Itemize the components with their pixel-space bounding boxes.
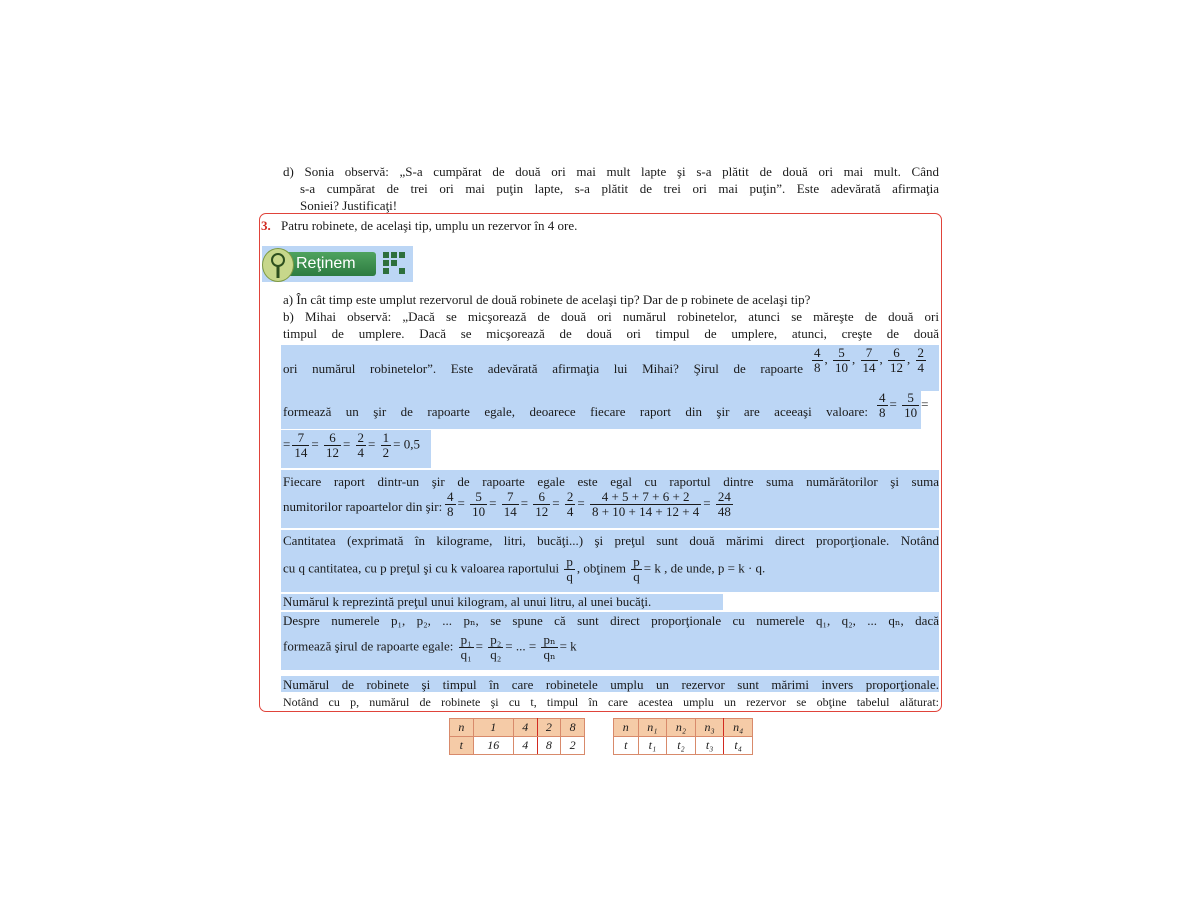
direct-prop-line4: Despre numerele p₁, p₂, ... pₙ, se spune că sunt direct proporţionale cu numerele q₁, q₂, ... qₙ, dacă <box>283 613 939 628</box>
decor-square <box>383 252 389 258</box>
table-cell: t <box>614 737 639 755</box>
ratio-fraction: $\frac{4}{8}$ <box>879 390 886 420</box>
ratio-fraction: $\frac{7}{14}$ <box>294 430 308 460</box>
item-d-line1: d) Sonia observă: „S-a cumpărat de două ori mai mult lapte şi s-a plătit de două ori mai mult. Când <box>283 164 939 179</box>
decor-square <box>391 252 397 258</box>
decor-square <box>383 260 389 266</box>
ratio-value: 0,5 <box>403 436 420 452</box>
table-cell: 8 <box>561 719 585 737</box>
ratio-fraction: $\frac{7}{14}$ <box>862 345 876 375</box>
table-row <box>450 719 585 737</box>
problem-statement: Patru robinete, de acelaşi tip, umplu un rezervor în 4 ore. <box>281 218 578 233</box>
decor-square <box>399 252 405 258</box>
result-fraction: $\frac{24}{48}$ <box>717 489 731 519</box>
item-a: a) În cât timp este umplut rezervorul de două robinete de acelaşi tip? Dar de p robinete de acelaşi tip? <box>283 292 811 307</box>
values-table-1 <box>449 718 585 755</box>
equal-ratios-start: $\frac{4}{8}$ = $\frac{5}{10}$ = <box>879 390 929 420</box>
table-cell: n <box>450 719 474 737</box>
ratio-fraction: $\frac{2}{4}$ <box>566 489 574 519</box>
ratio-fraction: $\frac{4}{8}$ <box>447 489 454 519</box>
ratio-fraction: $\frac{1}{2}$ <box>382 430 390 460</box>
pq-fraction: $\frac{\text{p₁}}{\text{q₁}}$ <box>460 632 472 662</box>
direct-prop-line2 <box>283 555 765 584</box>
direct-prop-text-b: , obţinem <box>576 560 626 576</box>
ratio-fraction: $\frac{2}{4}$ <box>917 345 924 375</box>
inverse-prop-line1: Numărul de robinete şi timpul în care robinetele umplu un rezervor sunt mărimi invers proporţionale. <box>283 677 939 692</box>
table-cell: t₃ <box>695 737 724 755</box>
table-cell: 16 <box>473 737 513 755</box>
table-cell: n₁ <box>638 719 667 737</box>
direct-prop-tail: = k <box>559 638 577 654</box>
item-d-line3: Soniei? Justificaţi! <box>300 198 398 213</box>
table-row <box>450 737 585 755</box>
direct-prop-text-5: formează şirul de rapoarte egale: <box>283 638 454 654</box>
problem-number: 3. <box>261 218 271 233</box>
table-cell: t <box>450 737 474 755</box>
direct-prop-text-c: = k , de unde, p = k · q. <box>643 560 766 576</box>
pq-fraction: $\frac{p}{q}$ <box>633 554 640 584</box>
decor-square <box>383 268 389 274</box>
item-b-line3: ori numărul robinetelor”. Este adevărată afirmaţia lui Mihai? Şirul de rapoarte <box>283 361 803 376</box>
equal-ratios-text: formează un şir de rapoarte egale, deoarece fiecare raport din şir are aceeaşi valoare: <box>283 404 868 419</box>
ratio-fraction: $\frac{4}{8}$ <box>814 345 821 375</box>
direct-prop-line5: formează şirul de rapoarte egale: $\frac{\text{p₁}}{\text{q₁}}$ = $\frac{\text{p₂}}{\text{q₂}}$ = ... = $\frac{\text{pₙ}}{\text{qₙ}}$ = k <box>283 632 577 662</box>
ratio-fraction: $\frac{6}{12}$ <box>535 489 549 519</box>
sum-fraction: $\frac{4 + 5 + 7 + 6 + 2}{8 + 10 + 14 + 12 + 4}$ <box>591 489 700 519</box>
table-cell: t₄ <box>724 737 753 755</box>
item-b-line2: timpul de umplere. Dacă se micşorează de două ori timpul de umplere, atunci, creşte de două <box>283 326 939 341</box>
sum-rule-line1: Fiecare raport dintr-un şir de rapoarte egale este egal cu raportul dintre suma numărătorilor şi suma <box>283 474 939 489</box>
ratio-fraction: $\frac{5}{10}$ <box>835 345 848 375</box>
direct-prop-text-a: cu q cantitatea, cu p preţul şi cu k valoarea raportului <box>283 560 560 576</box>
direct-prop-line3: Numărul k reprezintă preţul unui kilogram, al unui litru, al unei bucăţi. <box>283 594 652 609</box>
magnifier-icon <box>262 248 294 282</box>
equal-ratios-continued: = $\frac{7}{14}$ = $\frac{6}{12}$ = $\frac{2}{4}$ = $\frac{1}{2}$ = 0,5 <box>283 430 420 460</box>
table-cell: n₂ <box>667 719 696 737</box>
ratio-fraction: $\frac{7}{14}$ <box>503 489 517 519</box>
ratio-fraction: $\frac{2}{4}$ <box>357 430 365 460</box>
table-cell: 2 <box>537 719 561 737</box>
table-row <box>614 737 753 755</box>
ratio-fraction: $\frac{5}{10}$ <box>904 390 918 420</box>
inverse-prop-line2: Notând cu p, numărul de robinete şi cu t, timpul în care acestea umplu un rezervor se obţine tabelul alăturat: <box>283 695 939 709</box>
table-cell: 4 <box>513 737 537 755</box>
sum-rule-equation: $\frac{4}{8}$ = $\frac{5}{10}$ = $\frac{7}{14}$ = $\frac{6}{12}$ = $\frac{2}{4}$ = $\frac{4 + 5 + 7 + 6 + 2}{8 + 10 + 14 + 12 + 4}$ = $\frac{24}{48}$ <box>447 489 731 519</box>
item-d-line2: s-a cumpărat de trei ori mai puţin lapte, s-a plătit de trei ori mai puţin”. Este adevărată afirmaţia <box>300 181 939 196</box>
ratio-fraction: $\frac{6}{12}$ <box>325 430 339 460</box>
pq-fraction: $\frac{\text{p₂}}{\text{q₂}}$ <box>490 632 502 662</box>
pq-fraction: $\frac{p}{q}$ <box>566 554 573 584</box>
table-cell: 8 <box>537 737 561 755</box>
item-b-line1: b) Mihai observă: „Dacă se micşorează de două ori numărul robinetelor, atunci se măreşte de două ori <box>283 309 939 324</box>
decor-square <box>399 268 405 274</box>
table-cell: t₁ <box>638 737 667 755</box>
table-cell: 4 <box>513 719 537 737</box>
table-cell: 1 <box>473 719 513 737</box>
table-cell: t₂ <box>667 737 696 755</box>
table-cell: n₃ <box>695 719 724 737</box>
ratio-fraction: $\frac{5}{10}$ <box>472 489 486 519</box>
values-table-2 <box>613 718 753 755</box>
table-cell: n <box>614 719 639 737</box>
badge-label: Reţinem <box>296 255 356 272</box>
pq-fraction: $\frac{\text{pₙ}}{\text{qₙ}}$ <box>543 632 556 662</box>
table-cell: 2 <box>561 737 585 755</box>
decor-square <box>391 260 397 266</box>
table-cell: n₄ <box>724 719 753 737</box>
ratio-fraction: $\frac{6}{12}$ <box>890 345 903 375</box>
table-row <box>614 719 753 737</box>
ratio-sequence: $\frac{4}{8}$ , $\frac{5}{10}$ , $\frac{7}{14}$ , $\frac{6}{12}$ , $\frac{2}{4}$ <box>814 345 924 375</box>
direct-prop-line1: Cantitatea (exprimată în kilograme, litri, bucăţi...) şi preţul sunt două mărimi direct proporţionale. Notând <box>283 533 939 548</box>
retinem-badge <box>262 246 413 282</box>
sum-rule-line2: numitorilor rapoartelor din şir: <box>283 499 443 514</box>
